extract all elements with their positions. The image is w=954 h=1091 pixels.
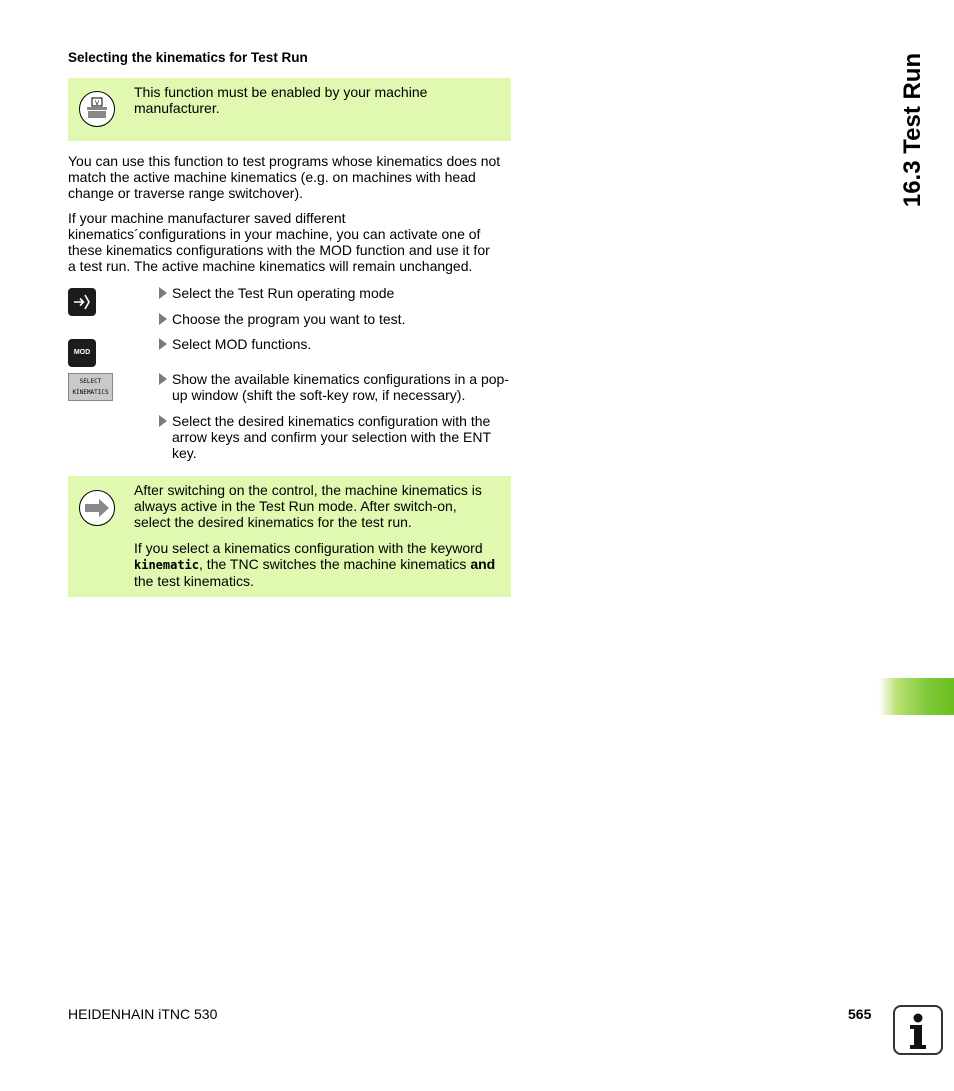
footer-product: HEIDENHAIN iTNC 530	[68, 1006, 218, 1022]
step-choose-program: Choose the program you want to test.	[158, 311, 532, 327]
machine-manufacturer-icon	[79, 91, 115, 127]
test-run-mode-key[interactable]	[68, 288, 96, 316]
keyword-kinematic: kinematic	[134, 558, 200, 572]
svg-text:V: V	[94, 100, 100, 107]
manufacturer-note	[68, 78, 511, 141]
step-select-test-run: Select the Test Run operating mode	[158, 285, 532, 301]
step-show-kinematics: Show the available kinematics configurations in a pop- up window (shift the soft-key row, if necessary).	[158, 371, 532, 403]
section-heading: Selecting the kinematics for Test Run	[68, 50, 308, 65]
step-select-kinematics: Select the desired kinematics configuration with the arrow keys and confirm your selection with the ENT key.	[158, 413, 532, 461]
intro-paragraph: You can use this function to test programs whose kinematics does not match the active machine kinematics (e.g. on machines with head change or traverse range switchover).	[68, 153, 501, 201]
mod-key[interactable]: MOD	[68, 339, 96, 367]
step-arrow-icon	[159, 373, 167, 385]
arrow-into-bracket-icon	[71, 291, 93, 313]
chapter-side-title: 16.3 Test Run	[899, 52, 926, 208]
switch-on-note	[68, 476, 511, 597]
switch-on-note-text: After switching on the control, the machine kinematics is always active in the Test Run mode. After switch-on, select the desired kinematics for the test run. If you select a kinematics configuration with the keyword kinematic, the TNC switches the machine kinematics and the test kinematics.	[134, 482, 496, 589]
step-arrow-icon	[159, 338, 167, 350]
kinematics-paragraph: If your machine manufacturer saved different kinematics´configurations in your machine, you can activate one of these kinematics configurations with the MOD function and use it for a test run. The active machine kinematics will remain unchanged.	[68, 210, 490, 274]
info-icon	[893, 1005, 943, 1055]
step-select-mod: Select MOD functions.	[158, 336, 532, 352]
step-arrow-icon	[159, 313, 167, 325]
chapter-tab	[879, 678, 954, 715]
select-kinematics-softkey[interactable]: SELECT KINEMATICS	[68, 373, 113, 401]
page-number: 565	[848, 1006, 872, 1022]
arrow-right-icon	[79, 490, 115, 526]
step-arrow-icon	[159, 415, 167, 427]
manufacturer-note-text: This function must be enabled by your machine manufacturer.	[134, 84, 428, 116]
step-arrow-icon	[159, 287, 167, 299]
